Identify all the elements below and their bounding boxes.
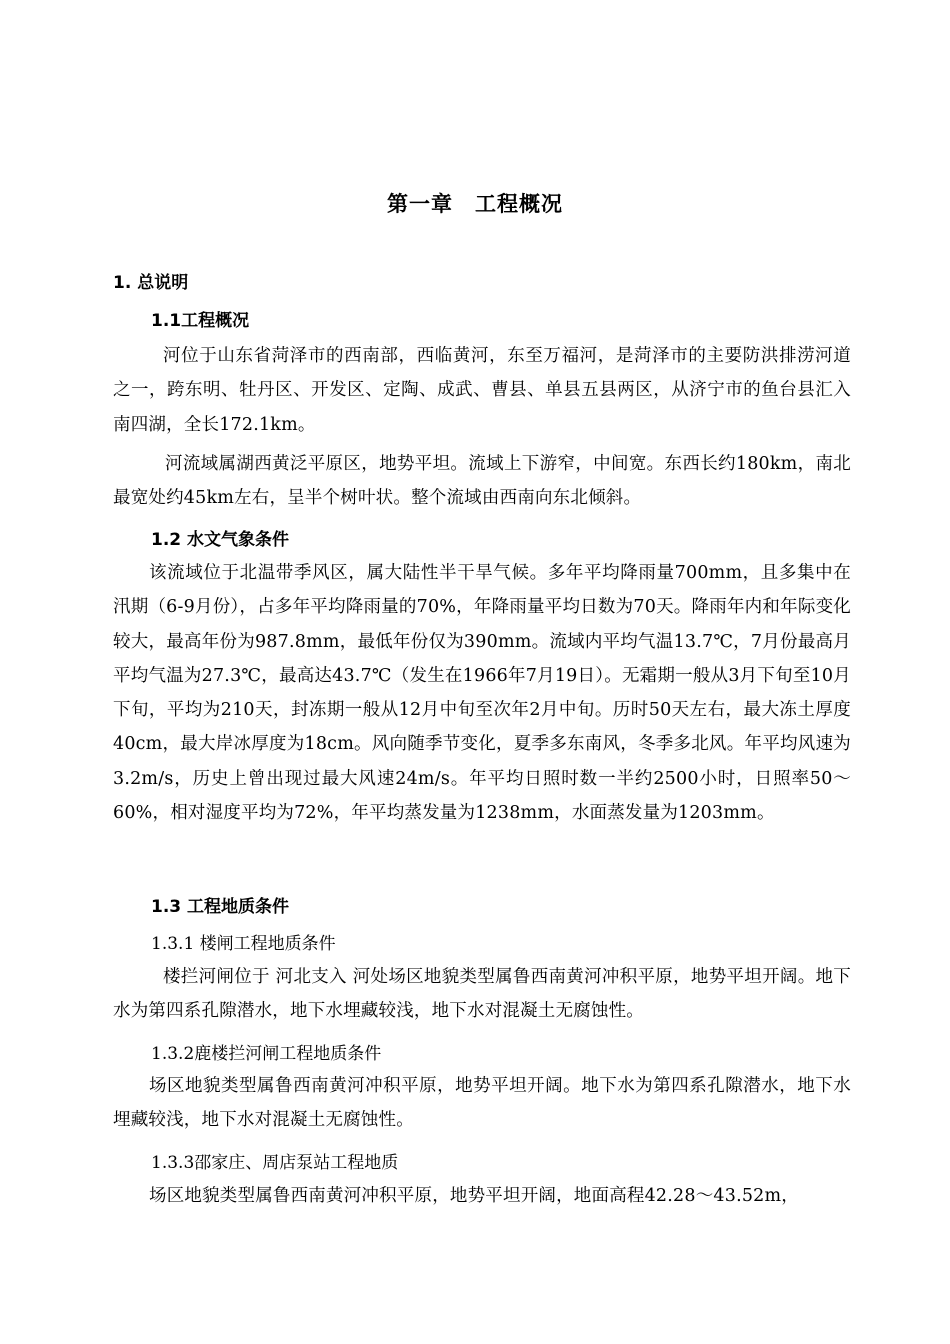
section-1-3-3-heading: 1.3.3邵家庄、周店泵站工程地质 [151,1153,399,1173]
section-1-1-paragraph-1: 河位于山东省菏泽市的西南部，西临黄河，东至万福河，是菏泽市的主要防洪排涝河道之一，跨东明、牡丹区、开发区、定陶、成武、曹县、单县五县两区，从济宁市的鱼台县汇入南四湖，全长172.1km。 [113,346,851,435]
section-1-1-paragraph-2: 河流域属湖西黄泛平原区，地势平坦。流域上下游窄，中间宽。东西长约180km，南北最宽处约45km左右，呈半个树叶状。整个流域由西南向东北倾斜。 [113,454,851,509]
section-1-3-heading: 1.3 工程地质条件 [151,897,290,917]
section-1-3-3-paragraph: 场区地貌类型属鲁西南黄河冲积平原，地势平坦开阔，地面高程42.28～43.52m， [149,1186,799,1206]
chapter-title: 第一章 工程概况 [387,192,563,216]
section-1-3-1-heading: 1.3.1 楼闸工程地质条件 [151,934,336,954]
section-1-2-heading: 1.2 水文气象条件 [151,530,290,550]
section-1-3-2-heading: 1.3.2鹿楼拦河闸工程地质条件 [151,1044,382,1064]
section-1-1-heading: 1.1工程概况 [151,311,250,331]
section-1-2-paragraph-1: 该流域位于北温带季风区，属大陆性半干旱气候。多年平均降雨量700mm，且多集中在汛期（6-9月份），占多年平均降雨量的70%，年降雨量平均日数为70天。降雨年内和年际变化较大，最高年份为987.8mm，最低年份仅为390mm。流域内平均气温13.7℃，7月份最高月平均气温为27.3℃，最高达43.7℃（发生在1966年7月19日）。无霜期一般从3月下旬至10月下旬，平均为210天，封冻期一般从12月中旬至次年2月中旬。历时50天左右，最大冻土厚度40cm，最大岸冰厚度为18cm。风向随季节变化，夏季多东南风，冬季多北风。年平均风速为3.2m/s，历史上曾出现过最大风速24m/s。年平均日照时数一半约2500小时，日照率50～60%，相对湿度平均为72%，年平均蒸发量为1238mm，水面蒸发量为1203mm。 [113,563,851,824]
section-1-3-2-paragraph: 场区地貌类型属鲁西南黄河冲积平原，地势平坦开阔。地下水为第四系孔隙潜水，地下水埋藏较浅，地下水对混凝土无腐蚀性。 [113,1076,851,1131]
section-1-heading: 1. 总说明 [113,273,189,293]
section-1-3-1-paragraph: 楼拦河闸位于 河北支入 河处场区地貌类型属鲁西南黄河冲积平原，地势平坦开阔。地下水为第四系孔隙潜水，地下水埋藏较浅，地下水对混凝土无腐蚀性。 [113,967,851,1022]
